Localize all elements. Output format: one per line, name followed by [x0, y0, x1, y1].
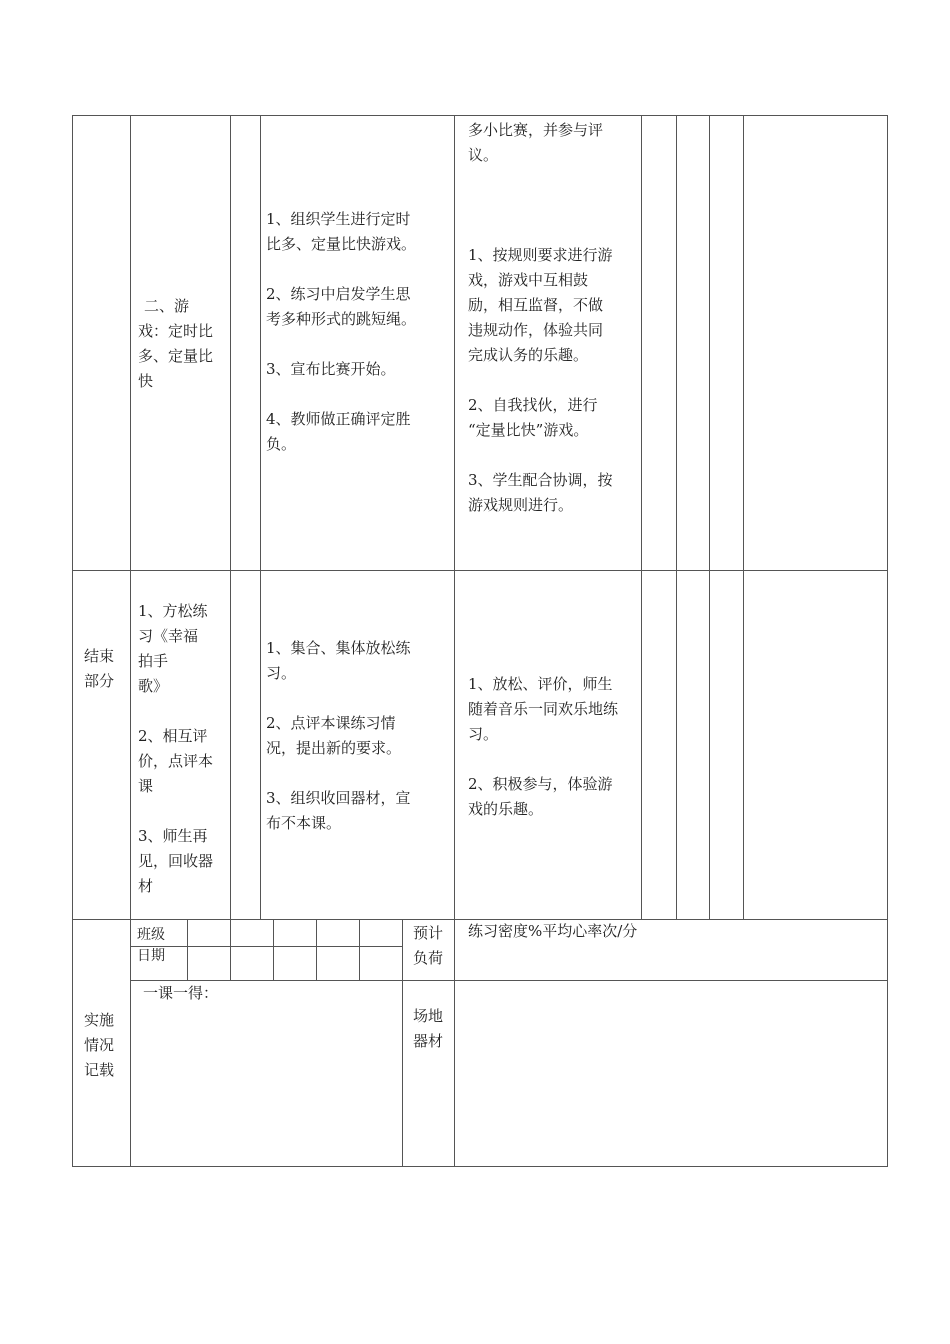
ending-part-label: 结束 部分: [84, 647, 115, 690]
game-student-top-cell: 多小比赛，并参与评 议。: [468, 121, 604, 164]
reflection-label: 一课一得：: [143, 984, 219, 1002]
game-teacher-cell: 1、组织学生进行定时 比多、定量比快游戏。 2、练习中启发学生思 考多种形式的跳短绳。 3、宣布比赛开始。 4、教师做正确评定胜 负。: [266, 210, 417, 453]
ending-content-cell: 1、方松练 习《幸福 拍手 歌》 2、相互评 价，点评本 课 3、师生再 见，回收器 材: [138, 602, 214, 895]
game-content-cell: 二、游 戏：定时比 多、定量比 快: [138, 297, 214, 390]
load-text: 练习密度%平均心率次/分: [468, 922, 638, 940]
record-section-label: 实施 情况 记载: [84, 1011, 115, 1079]
venue-label: 场地 器材: [413, 1007, 444, 1050]
date-label: 日期: [137, 948, 165, 964]
ending-student-cell: 1、放松、评价，师生 随着音乐一同欢乐地练 习。 2、积极参与，体验游 戏的乐趣。: [468, 675, 619, 818]
class-label: 班级: [137, 927, 165, 943]
expected-load-label: 预计 负荷: [413, 924, 444, 967]
game-student-cell: 1、按规则要求进行游 戏，游戏中互相鼓 励，相互监督，不做 违规动作，体验共同 完成认务的乐趣。 2、自我找伙，进行 “定量比快”游戏。 3、学生配合协调，按 游戏规则进行。: [468, 246, 613, 514]
ending-teacher-cell: 1、集合、集体放松练 习。 2、点评本课练习情 况，提出新的要求。 3、组织收回器材，宣 布不本课。: [266, 639, 411, 832]
